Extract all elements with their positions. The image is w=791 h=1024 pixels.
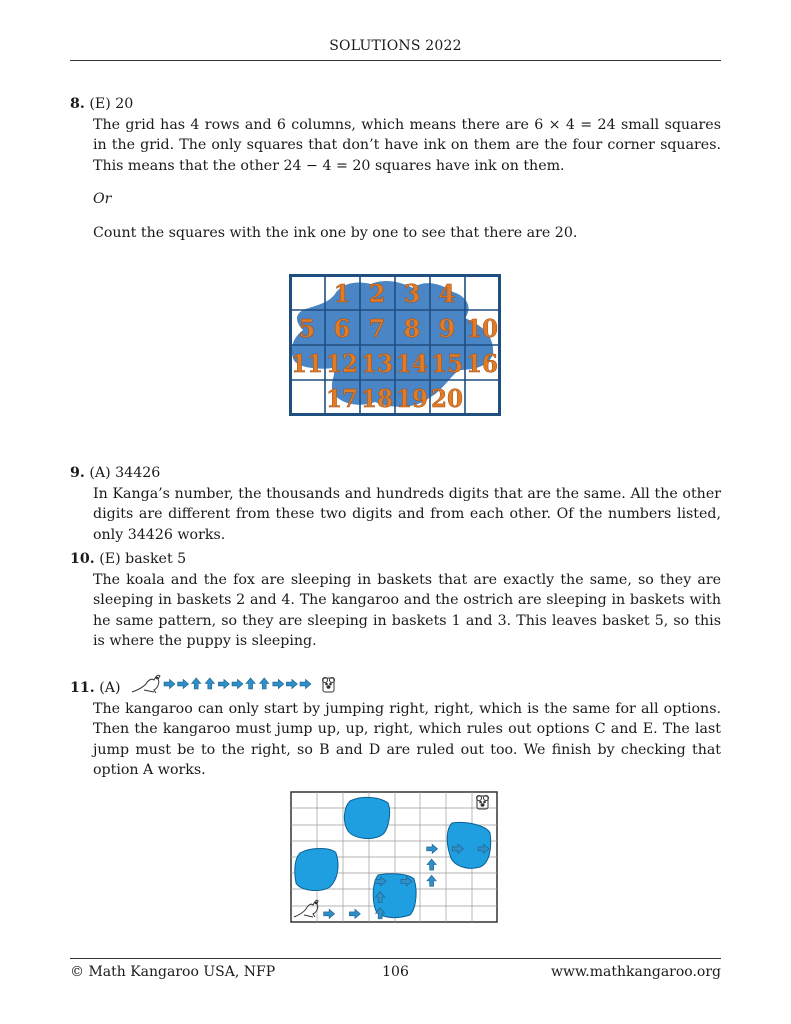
question-number: 11. xyxy=(70,680,95,696)
cell-label: 7 xyxy=(368,314,386,343)
ink-grid-figure xyxy=(289,274,501,416)
cell-label: 17 xyxy=(326,384,358,413)
solution-9 xyxy=(70,463,721,545)
answer: (A) 34426 xyxy=(89,465,161,481)
cell-label: 6 xyxy=(333,314,351,343)
arrow-up-icon xyxy=(192,678,201,689)
cell-label: 18 xyxy=(361,384,393,413)
lake xyxy=(295,849,338,891)
move-sequence xyxy=(130,670,340,696)
answer: (E) 20 xyxy=(89,96,134,112)
cell-label: 11 xyxy=(291,349,323,378)
cell-label: 16 xyxy=(466,349,498,378)
arrow-right-icon xyxy=(300,679,311,688)
cell-label: 12 xyxy=(326,349,358,378)
page-number: 106 xyxy=(382,964,409,980)
or-label: Or xyxy=(93,191,112,207)
paragraph: Count the squares with the ink one by one to see that there are 20. xyxy=(93,224,578,241)
koala-icon xyxy=(323,678,335,693)
question-number: 9. xyxy=(70,465,85,481)
cell-label: 9 xyxy=(438,314,456,343)
arrow-up-icon xyxy=(260,678,269,689)
kangaroo-icon xyxy=(132,675,160,693)
cell-label: 8 xyxy=(403,314,421,343)
cell-label: 5 xyxy=(298,314,316,343)
cell-label: 14 xyxy=(396,349,428,378)
paragraph: The kangaroo can only start by jumping right, right, which is the same for all options. Then the kangaroo must jump up, up, right, which rules out options C and E. The last jump must be to the right, so B and D are ruled out too. We finish by checking that option A works. xyxy=(93,700,721,778)
arrow-right-icon xyxy=(273,679,284,688)
solution-8 xyxy=(70,94,721,243)
question-number: 10. xyxy=(70,551,95,567)
paragraph: The koala and the fox are sleeping in baskets that are exactly the same, so they are sleeping in baskets 2 and 4. The kangaroo and the ostrich are sleeping in baskets with he same pattern, so they are sleeping in baskets 1 and 3. This leaves basket 5, so this is where the puppy is sleeping. xyxy=(93,571,721,649)
cell-label: 13 xyxy=(361,349,393,378)
cell-label: 15 xyxy=(431,349,463,378)
footer-copyright: © Math Kangaroo USA, NFP xyxy=(70,964,276,980)
paragraph: The grid has 4 rows and 6 columns, which means there are 6 × 4 = 24 small squares in the grid. The only squares that don’t have ink on them are the four corner squares. This means that the other 24 − 4 = 20 squares have ink on them. xyxy=(93,116,721,174)
arrow-up-icon xyxy=(246,678,255,689)
footer-divider xyxy=(70,958,721,959)
cell-label: 1 xyxy=(333,279,351,308)
cell-label: 20 xyxy=(431,384,463,413)
solution-10 xyxy=(70,549,721,652)
lake-path-figure xyxy=(290,791,498,923)
paragraph: In Kanga’s number, the thousands and hundreds digits that are the same. All the other digits are different from these two digits and from each other. Of the numbers listed, only 34426 works. xyxy=(93,485,721,543)
arrow-right-icon xyxy=(178,679,189,688)
arrow-right-icon xyxy=(286,679,297,688)
header-divider xyxy=(70,60,721,61)
cell-label: 4 xyxy=(438,279,456,308)
arrow-right-icon xyxy=(232,679,243,688)
grid-lines xyxy=(291,276,500,415)
page-header: SOLUTIONS 2022 xyxy=(329,38,462,54)
cell-label: 19 xyxy=(396,384,428,413)
cell-label: 2 xyxy=(368,279,386,308)
answer: (A) xyxy=(99,680,121,696)
question-number: 8. xyxy=(70,96,85,112)
arrow-strip xyxy=(164,678,311,689)
footer-website: www.mathkangaroo.org xyxy=(551,964,721,980)
lake xyxy=(344,797,389,838)
arrow-right-icon xyxy=(218,679,229,688)
cell-label: 10 xyxy=(466,314,498,343)
answer: (E) basket 5 xyxy=(99,551,187,567)
arrow-up-icon xyxy=(205,678,214,689)
arrow-right-icon xyxy=(164,679,175,688)
cell-label: 3 xyxy=(403,279,421,308)
